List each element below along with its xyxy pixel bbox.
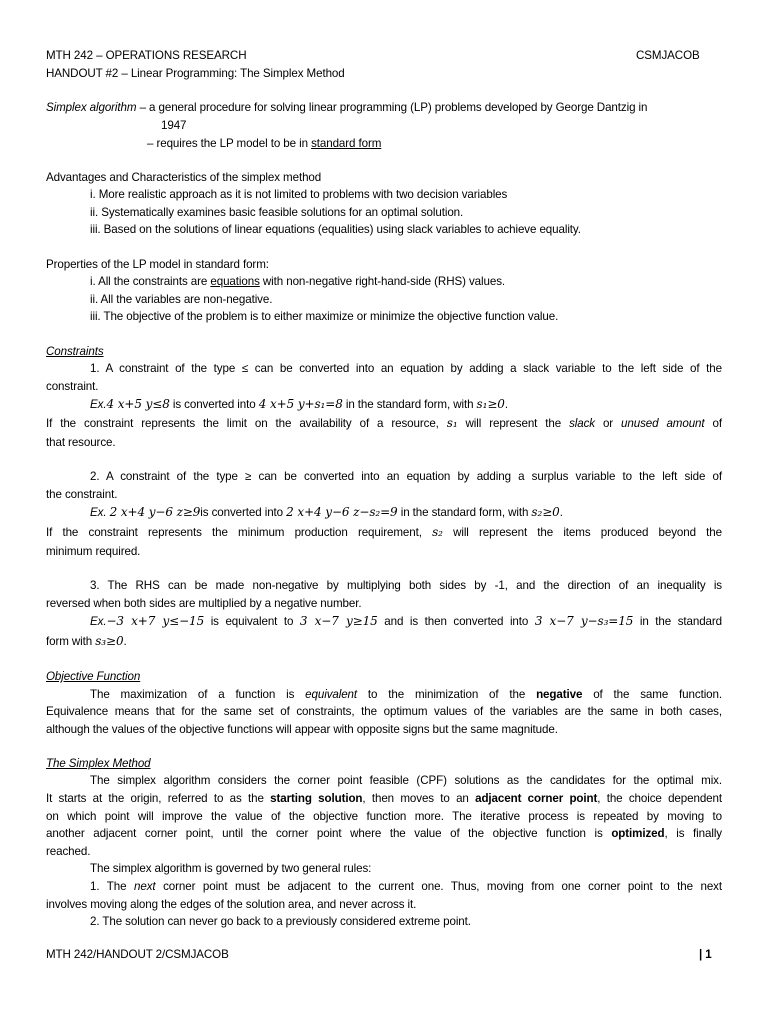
- intro-definition: Simplex algorithm – a general procedure for solving linear programming (LP) problems developed by George Dantzig in: [46, 101, 648, 114]
- constraint-example-2: Ex. 2 x+4 y−6 z≥9is converted into 2 x+4 y−6 z−s₂=9 in the standard form, with s₂≥0.: [90, 505, 563, 519]
- constraint-example-3-cont: form with s₃≥0.: [46, 634, 127, 648]
- constraint-para-3-cont: reversed when both sides are multiplied by a negative number.: [46, 597, 362, 610]
- constraint-para-2-cont: the constraint.: [46, 488, 118, 501]
- surplus-explanation: If the constraint represents the minimum production requirement, s₂ will represent the items produced beyond the: [46, 525, 723, 539]
- advantage-item: iii. Based on the solutions of linear equations (equalities) using slack variables to achieve equality.: [90, 223, 581, 236]
- property-item: i. All the constraints are equations with non-negative right-hand-side (RHS) values.: [90, 275, 506, 288]
- constraint-para-2: 2. A constraint of the type ≥ can be converted into an equation by adding a surplus variable to the left side of: [90, 470, 722, 483]
- constraints-heading: Constraints: [46, 345, 104, 358]
- intro-requires: – requires the LP model to be in standard form: [147, 137, 382, 150]
- constraint-para-3: 3. The RHS can be made non-negative by multiplying both sides by -1, and the direction of an inequality is: [90, 579, 722, 592]
- standard-form-term: standard form: [311, 137, 382, 150]
- simplex-heading: The Simplex Method: [46, 757, 151, 770]
- objective-para-cont: Equivalence means that for the same set of constraints, the optimum values of the variables are the same in both cases,: [46, 705, 722, 718]
- slack-explanation: If the constraint represents the limit on the availability of a resource, s₁ will represent the slack or unused amount of: [46, 416, 722, 430]
- surplus-explanation-cont: minimum required.: [46, 545, 141, 558]
- slack-explanation-cont: that resource.: [46, 436, 116, 449]
- simplex-para: The simplex algorithm considers the corner point feasible (CPF) solutions as the candidates for the optimal mix.: [90, 774, 722, 787]
- author-name: CSMJACOB: [636, 49, 700, 62]
- simplex-para-cont: reached.: [46, 845, 91, 858]
- properties-heading: Properties of the LP model in standard form:: [46, 258, 269, 271]
- simplex-para-cont: It starts at the origin, referred to as the starting solution, then moves to an adjacent corner point, the choice dependent: [46, 792, 722, 805]
- simplex-para-cont: on which point will improve the value of the objective function more. The iterative process is repeated by moving to: [46, 810, 722, 823]
- constraint-para-1: 1. A constraint of the type ≤ can be converted into an equation by adding a slack variable to the left side of the: [90, 362, 722, 375]
- intro-term: Simplex algorithm: [46, 101, 137, 114]
- property-item: ii. All the variables are non-negative.: [90, 293, 273, 306]
- intro-year: 1947: [161, 119, 187, 132]
- objective-para: The maximization of a function is equivalent to the minimization of the negative of the same function.: [90, 688, 722, 701]
- advantage-item: ii. Systematically examines basic feasible solutions for an optimal solution.: [90, 206, 464, 219]
- course-title: MTH 242 – OPERATIONS RESEARCH: [46, 49, 247, 62]
- page-number: | 1: [699, 948, 712, 961]
- simplex-rule-1-cont: involves moving along the edges of the solution area, and never across it.: [46, 898, 417, 911]
- handout-title: HANDOUT #2 – Linear Programming: The Simplex Method: [46, 67, 345, 80]
- objective-para-cont: although the values of the objective functions will appear with opposite signs but the same magnitude.: [46, 723, 558, 736]
- simplex-para-cont: another adjacent corner point, until the corner point where the value of the objective function is optimized, is finally: [46, 827, 722, 840]
- simplex-rule-1: 1. The next corner point must be adjacent to the current one. Thus, moving from one corner point to the next: [90, 880, 722, 893]
- constraint-para-1-cont: constraint.: [46, 380, 99, 393]
- footer-left: MTH 242/HANDOUT 2/CSMJACOB: [46, 948, 229, 961]
- simplex-rules-intro: The simplex algorithm is governed by two general rules:: [90, 862, 372, 875]
- advantage-item: i. More realistic approach as it is not limited to problems with two decision variables: [90, 188, 508, 201]
- advantages-heading: Advantages and Characteristics of the simplex method: [46, 171, 322, 184]
- property-item: iii. The objective of the problem is to either maximize or minimize the objective function value.: [90, 310, 559, 323]
- constraint-example-1: Ex.4 x+5 y≤8 is converted into 4 x+5 y+s₁=8 in the standard form, with s₁≥0.: [90, 397, 508, 411]
- simplex-rule-2: 2. The solution can never go back to a previously considered extreme point.: [90, 915, 471, 928]
- constraint-example-3: Ex.−3 x+7 y≤−15 is equivalent to 3 x−7 y≥15 and is then converted into 3 x−7 y−s₃=15 in the standard: [90, 614, 723, 628]
- objective-heading: Objective Function: [46, 670, 141, 683]
